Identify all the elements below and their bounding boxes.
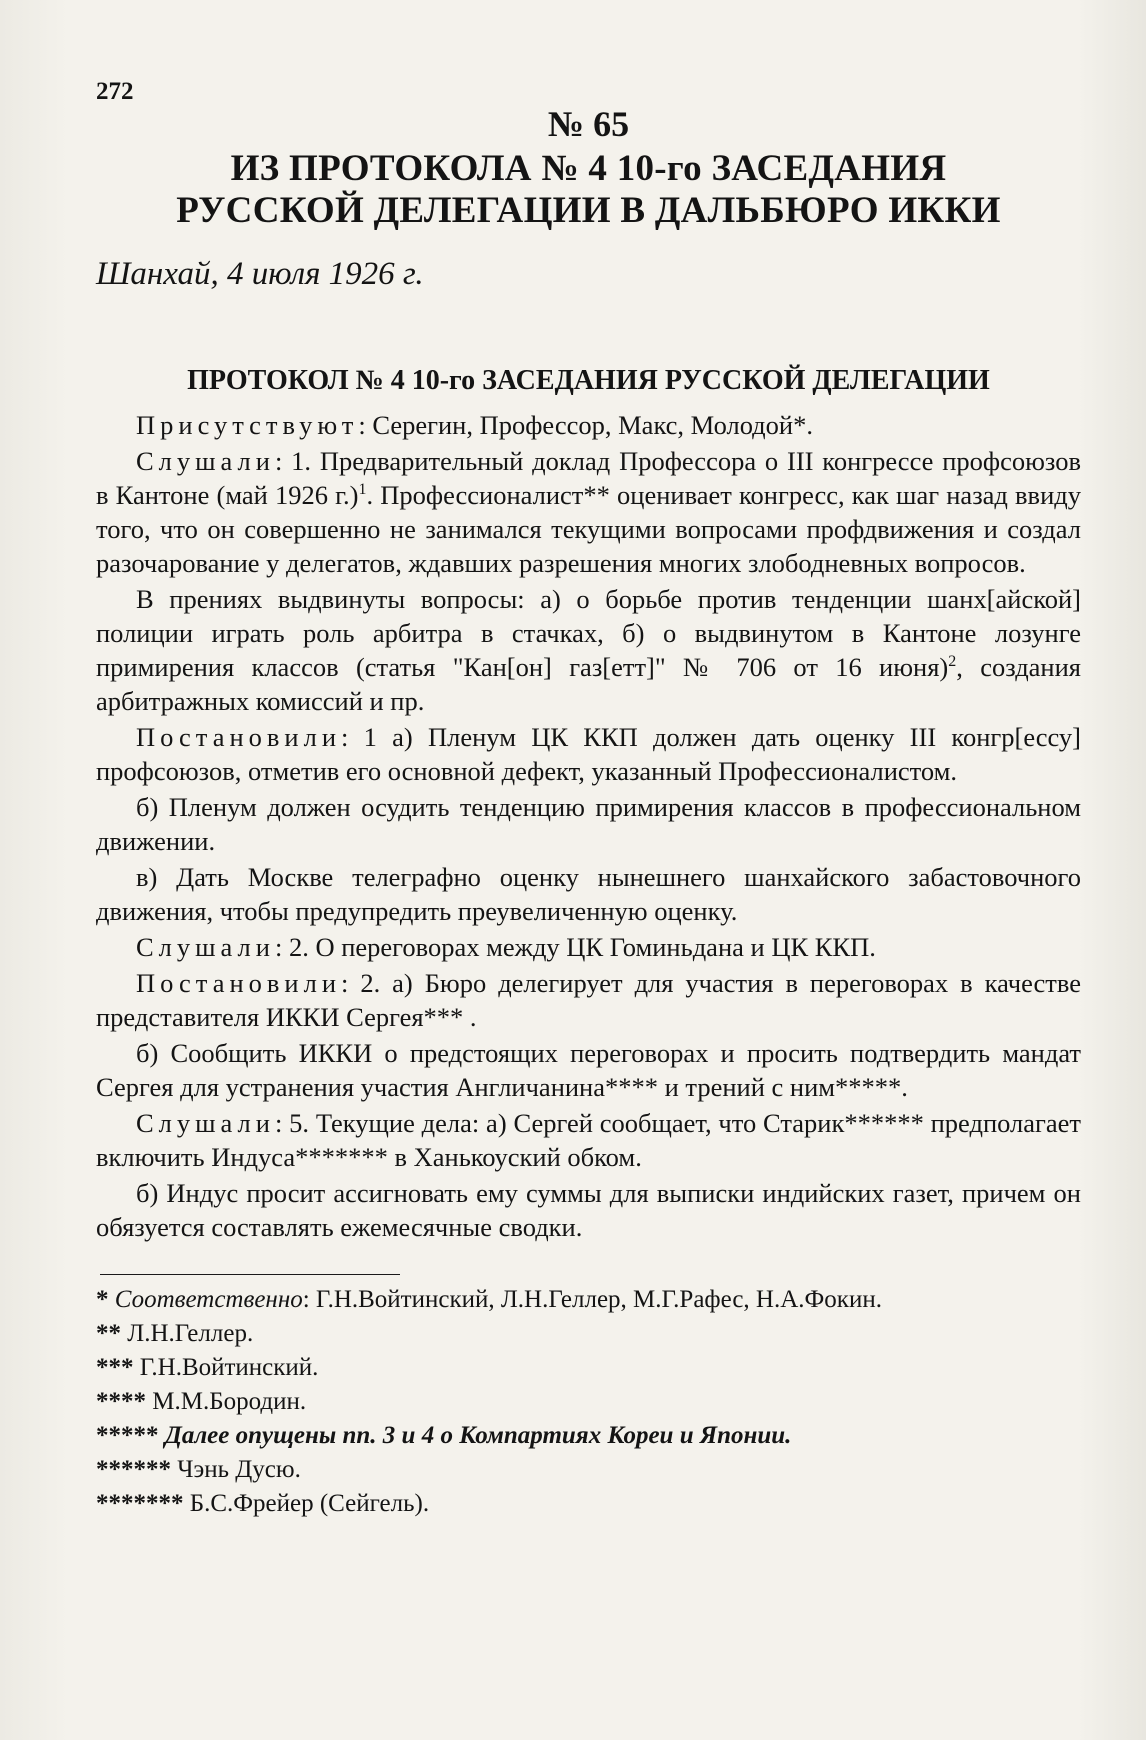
resolved-2-label: Постановили	[136, 968, 342, 998]
heard-1-paragraph	[96, 444, 1081, 580]
heard-2-label: Слушали	[136, 932, 275, 962]
footnote-text: М.М.Бородин.	[152, 1388, 307, 1415]
footnote-1	[96, 1283, 1081, 1317]
footnote-text: Л.Н.Геллер.	[127, 1320, 254, 1347]
document-title	[96, 148, 1081, 232]
heard-1-label: Слушали	[136, 446, 275, 476]
heard-5-paragraph	[96, 1106, 1081, 1174]
heard-5-text: : 5. Текущие дела: а) Сергей сообщает, что Старик****** предполагает включить Индуса******* в Ханькоуский обком.	[96, 1108, 1081, 1172]
heard-2-paragraph	[96, 930, 1081, 964]
footnote-ref-2: 2	[948, 653, 957, 671]
resolved-2-b-paragraph: б) Сообщить ИККИ о предстоящих переговорах и просить подтвердить мандат Сергея для устранения участия Англичанина**** и трений с ним*****.	[96, 1038, 1081, 1102]
resolved-1-paragraph	[96, 720, 1081, 788]
resolved-2-text: : 2. а) Бюро делегирует для участия в переговорах в качестве представителя ИККИ Сергея*** .	[96, 968, 1081, 1032]
footnote-ref-1: 1	[358, 481, 367, 499]
present-text: : Серегин, Профессор, Макс, Молодой*.	[358, 410, 813, 440]
resolved-1-text: : 1 а) Пленум ЦК ККП должен дать оценку III конгр[ессу] профсоюзов, отметив его основной дефект, указанный Профессионалистом.	[96, 722, 1081, 786]
resolved-1-c-paragraph: в) Дать Москве телеграфно оценку нынешнего шанхайского забастовочного движения, чтобы предупредить преувеличенную оценку.	[96, 862, 1081, 926]
footnote-5	[96, 1419, 1081, 1453]
heard-2-text: : 2. О переговорах между ЦК Гоминьдана и ЦК ККП.	[274, 932, 876, 962]
footnote-mark: *******	[96, 1490, 184, 1517]
footnote-divider	[100, 1274, 400, 1275]
page-number: 272	[96, 78, 134, 105]
debate-text-a: В прениях выдвинуты вопросы: а) о борьбе против тенденции шанх[айской] полиции играть роль арбитра в стачках, б) о выдвинутом в Кантоне лозунге примирения классов (статья "Кан[он] газ[етт]" № 706 от 16 июня)	[96, 584, 1081, 682]
footnote-text: Далее опущены пп. 3 и 4 о Компартиях Кореи и Японии.	[164, 1422, 792, 1449]
footnote-text: Б.С.Фрейер (Сейгель).	[189, 1490, 430, 1517]
debate-text-b: , создания арбитражных комиссий и пр.	[96, 652, 1081, 716]
place-and-date: Шанхай, 4 июля 1926 г.	[96, 256, 424, 292]
footnote-mark: **	[96, 1320, 121, 1347]
document-content	[96, 104, 1081, 1521]
footnote-mark: ***	[96, 1354, 134, 1381]
resolved-2-paragraph	[96, 966, 1081, 1034]
document-title-line-1: ИЗ ПРОТОКОЛА № 4 10-го ЗАСЕДАНИЯ	[230, 148, 947, 189]
footnote-2	[96, 1317, 1081, 1351]
resolved-1-b-paragraph: б) Пленум должен осудить тенденцию примирения классов в профессиональном движении.	[96, 792, 1081, 856]
footnote-6	[96, 1453, 1081, 1487]
document-number: № 65	[547, 104, 630, 144]
footnote-4	[96, 1385, 1081, 1419]
present-paragraph	[96, 408, 1081, 442]
footnote-text: Чэнь Дусю.	[177, 1456, 301, 1483]
present-label: Присутствуют	[136, 410, 359, 440]
footnote-mark: ******	[96, 1456, 171, 1483]
heard-5-label: Слушали	[136, 1108, 275, 1138]
heard-1-text-b: . Профессионалист** оценивает конгресс, как шаг назад ввиду того, что он совершенно не занимался текущими вопросами профдвижения и создал разочарование у делегатов, ждавших разрешения многих злободневных вопросов.	[96, 480, 1081, 578]
document-title-line-2: РУССКОЙ ДЕЛЕГАЦИИ В ДАЛЬБЮРО ИККИ	[176, 190, 1001, 231]
heard-1-text-a: : 1. Предварительный доклад Профессора о III конгрессе профсоюзов в Кантоне (май 1926 г.)	[96, 446, 1081, 510]
resolved-1-label: Постановили	[136, 722, 342, 752]
heard-5-b-paragraph: б) Индус просит ассигновать ему суммы для выписки индийских газет, причем он обязуется составлять ежемесячные сводки.	[96, 1178, 1081, 1242]
footnote-label: Соответственно	[114, 1286, 303, 1313]
footnote-3	[96, 1351, 1081, 1385]
footnotes	[96, 1283, 1081, 1521]
protocol-body	[96, 408, 1081, 1244]
footnote-7	[96, 1487, 1081, 1521]
footnote-mark: *****	[96, 1422, 159, 1449]
footnote-text: : Г.Н.Войтинский, Л.Н.Геллер, М.Г.Рафес, Н.А.Фокин.	[302, 1286, 882, 1313]
footnote-mark: ****	[96, 1388, 146, 1415]
footnote-mark: *	[96, 1286, 109, 1313]
footnote-text: Г.Н.Войтинский.	[139, 1354, 319, 1381]
protocol-heading: ПРОТОКОЛ № 4 10-го ЗАСЕДАНИЯ РУССКОЙ ДЕЛЕГАЦИИ	[187, 365, 990, 396]
debate-paragraph	[96, 582, 1081, 718]
